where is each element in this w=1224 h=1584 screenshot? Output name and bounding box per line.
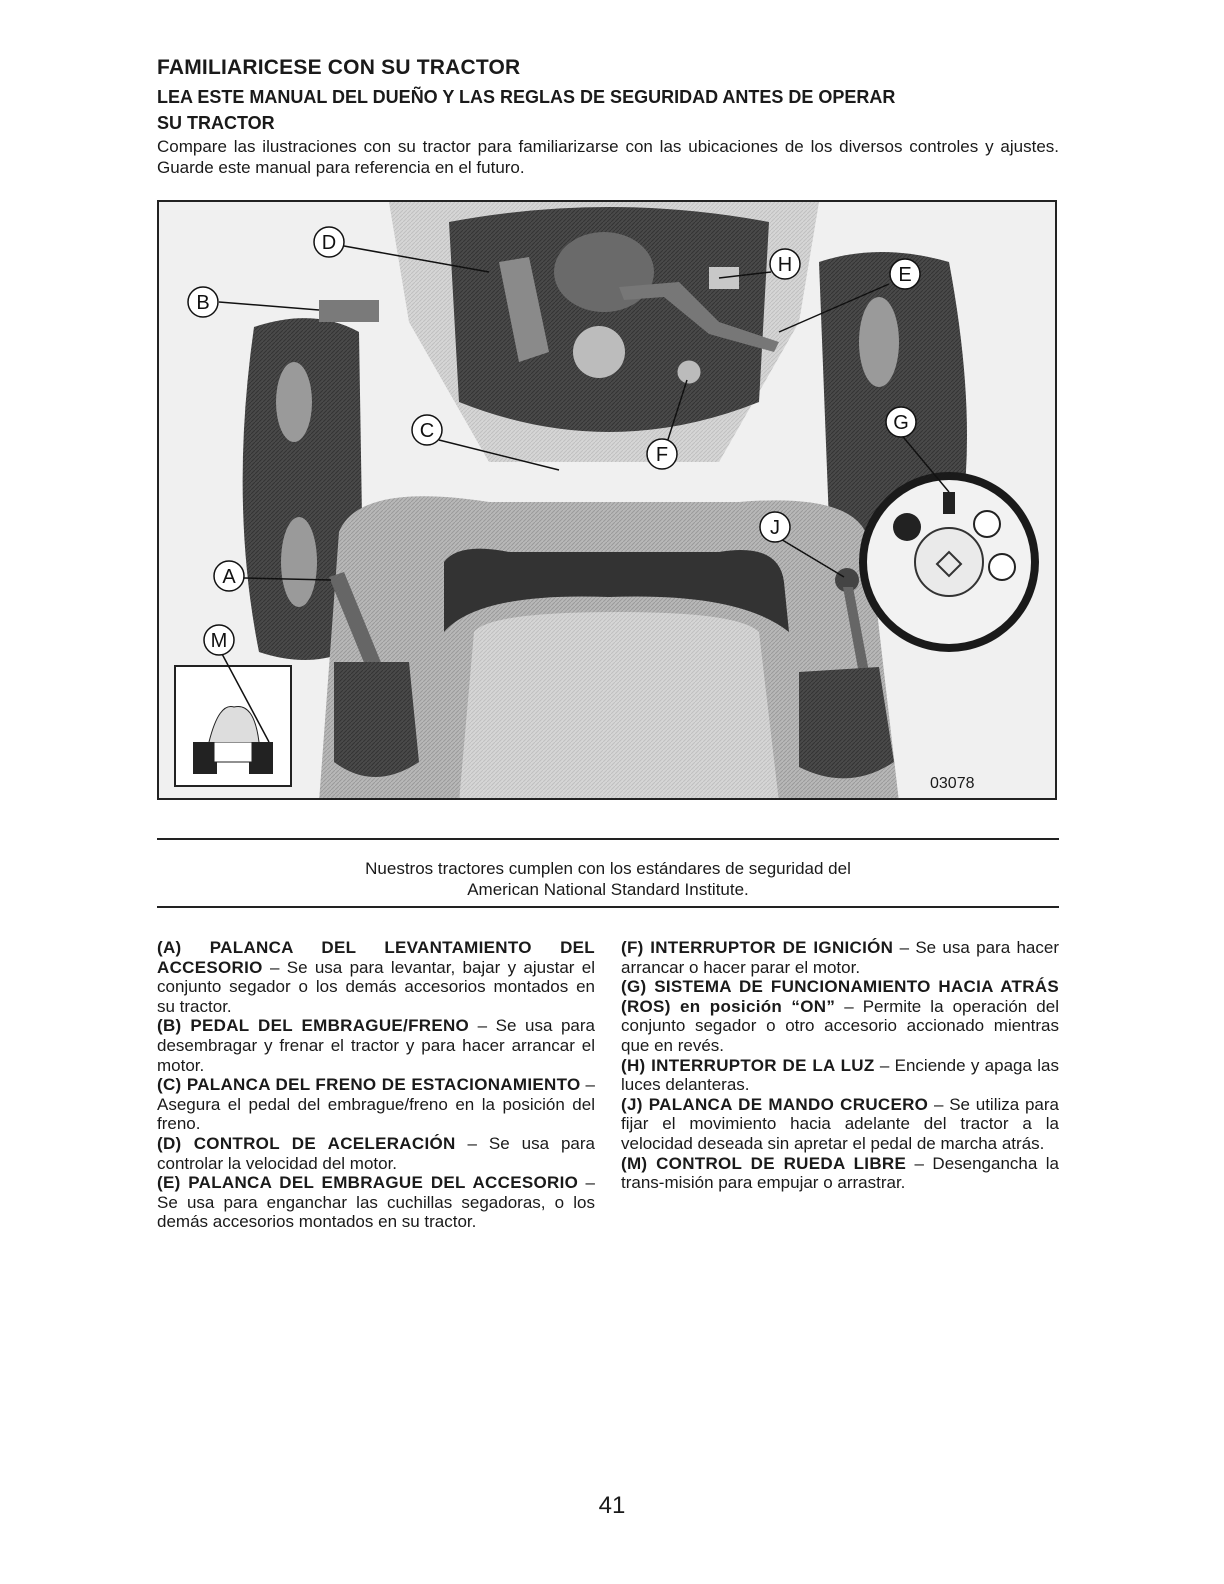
item-j (621, 1095, 1059, 1154)
item-b-label: (B) PEDAL DEL EMBRAGUE/FRENO (157, 1016, 470, 1036)
callout-g-label: G (893, 412, 909, 434)
turtle-icon (989, 554, 1015, 580)
callout-e-label: E (898, 264, 912, 286)
callout-a-label: A (222, 566, 236, 588)
callout-j-label: J (770, 517, 780, 539)
item-j-label: (J) PALANCA DE MANDO CRUCERO (621, 1094, 929, 1114)
bottom-divider (157, 906, 1059, 908)
item-j-text: – Se utiliza para fijar el movimiento hacia adelante del tractor a la velocidad deseada sin apretar el pedal de marcha atrás. (621, 1094, 1059, 1153)
page-header (157, 56, 1059, 178)
item-g-label: (G) SISTEMA DE FUNCIONAMIENTO HACIA ATRÁS (ROS) en posición “ON” (621, 977, 1059, 1016)
item-a (157, 938, 595, 1016)
item-c-text: – Asegura el pedal del embrague/freno en la posición del freno. (157, 1075, 595, 1134)
safety-note-line-1: Nuestros tractores cumplen con los estándares de seguridad del (365, 859, 851, 878)
headlight-icon (943, 492, 955, 514)
callout-m-label: M (210, 630, 228, 652)
item-h-text: – Enciende y apaga las luces delanteras. (621, 1055, 1059, 1095)
item-a-label: (A) PALANCA DEL LEVANTAMIENTO DEL ACCESORIO (157, 938, 595, 977)
brake-pedal (319, 300, 379, 322)
item-h (621, 1056, 1059, 1095)
ignition-keyhole (677, 360, 701, 384)
callout-c-label: C (419, 420, 435, 442)
safety-note (157, 858, 1059, 900)
page-number: 41 (598, 1492, 626, 1519)
item-e (157, 1173, 595, 1232)
item-m (621, 1154, 1059, 1193)
callout-b-label: B (196, 292, 210, 314)
fuel-cap (573, 326, 625, 378)
safety-note-line-2: American National Standard Institute. (467, 880, 749, 899)
item-d (157, 1134, 595, 1173)
item-c (157, 1075, 595, 1134)
control-descriptions (157, 938, 1059, 1232)
subtitle-line-2: SU TRACTOR (157, 113, 275, 133)
figure-code: 03078 (930, 775, 975, 792)
top-divider (157, 838, 1059, 840)
item-h-label: (H) INTERRUPTOR DE LA LUZ (621, 1055, 875, 1075)
intro-paragraph: Compare las ilustraciones con su tractor para familiarizarse con las ubicaciones de los diversos controles y ajustes. Guarde este manual para referencia en el futuro. (157, 137, 1059, 177)
item-g-text: – Permite la operación del conjunto segador o otro accesorio accionado mientras que en revés. (621, 996, 1059, 1055)
right-fender-pod (799, 667, 894, 778)
page-title: FAMILIARICESE CON SU TRACTOR (157, 56, 521, 79)
left-fender-pod (334, 662, 419, 777)
left-column (157, 938, 595, 1232)
item-e-label: (E) PALANCA DEL EMBRAGUE DEL ACCESORIO (157, 1173, 579, 1193)
item-f-label: (F) INTERRUPTOR DE IGNICIÓN (621, 938, 894, 957)
key-icon (915, 528, 983, 596)
item-a-text: – Se usa para levantar, bajar y ajustar el conjunto segador o los demás accesorios montados en su tractor. (157, 957, 595, 1016)
left-hub-bottom (281, 517, 317, 607)
subtitle-line-1: LEA ESTE MANUAL DEL DUEÑO Y LAS REGLAS DE SEGURIDAD ANTES DE OPERAR (157, 87, 896, 107)
item-g (621, 977, 1059, 1055)
seat-cushion (459, 612, 779, 800)
callout-f-label: F (655, 444, 669, 466)
stop-icon (893, 513, 921, 541)
item-b (157, 1016, 595, 1075)
steering-column (554, 232, 654, 312)
item-d-text: – Se usa para controlar la velocidad del motor. (157, 1133, 595, 1173)
callout-d-label: D (321, 232, 337, 254)
tractor-illustration (157, 200, 1057, 800)
rabbit-icon (974, 511, 1000, 537)
item-f-text: – Se usa para hacer arrancar o hacer parar el motor. (621, 938, 1059, 977)
right-column (621, 938, 1059, 1232)
right-hub (859, 297, 899, 387)
item-f (621, 938, 1059, 977)
left-hub-top (276, 362, 312, 442)
tractor-drawing (159, 202, 1057, 800)
item-m-text: – Desengancha la trans-misión para empujar o arrastrar. (621, 1153, 1059, 1193)
item-m-label: (M) CONTROL DE RUEDA LIBRE (621, 1153, 907, 1173)
item-d-label: (D) CONTROL DE ACELERACIÓN (157, 1133, 456, 1153)
item-c-label: (C) PALANCA DEL FRENO DE ESTACIONAMIENTO (157, 1075, 581, 1095)
callout-h-label: H (777, 254, 793, 276)
item-e-text: – Se usa para enganchar las cuchillas segadoras, o los demás accesorios montados en su tractor. (157, 1173, 595, 1232)
item-b-text: – Se usa para desembragar y frenar el tractor y para hacer arrancar el motor. (157, 1016, 596, 1075)
